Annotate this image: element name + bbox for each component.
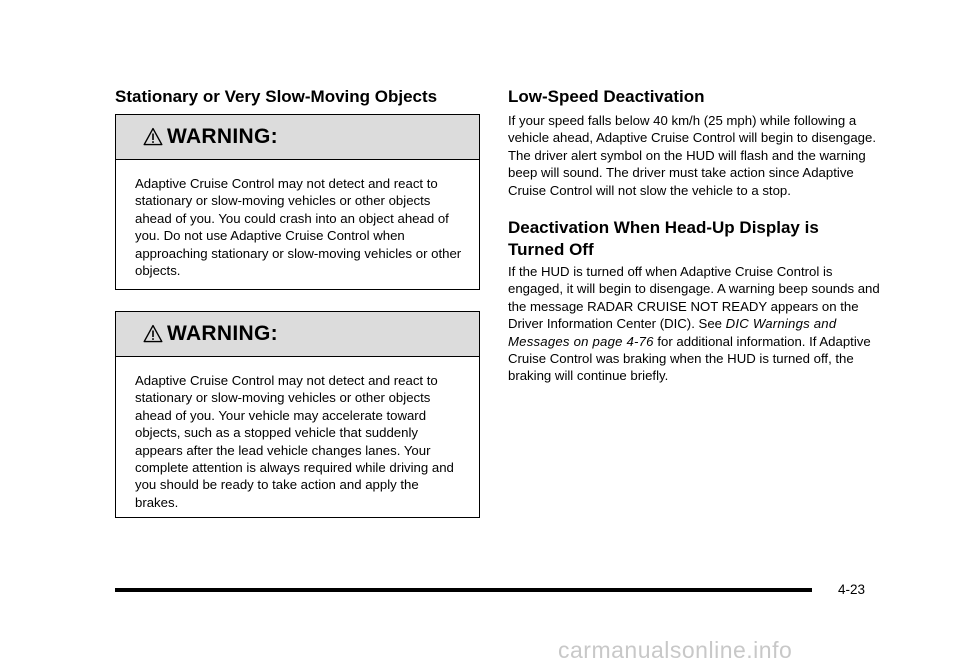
hud-paragraph bbox=[508, 263, 880, 385]
warning-box-1 bbox=[115, 114, 480, 290]
warning-title: WARNING: bbox=[167, 125, 278, 148]
section-heading-stationary-objects: Stationary or Very Slow-Moving Objects bbox=[115, 87, 438, 106]
footer-rule bbox=[115, 588, 812, 592]
section-heading-low-speed-deactivation: Low-Speed Deactivation bbox=[508, 87, 705, 106]
hud-text-before: If the HUD is turned off when Adaptive Cruise Control is engaged, it will begin to disengage. A warning beep sounds and the message RADAR CRUISE NOT READY appears on the Driver Information Center (DIC). See bbox=[508, 264, 880, 332]
subheading-line-2: Turned Off bbox=[508, 240, 594, 259]
page-number: 4-23 bbox=[838, 582, 866, 597]
low-speed-paragraph: If your speed falls below 40 km/h (25 mph) while following a vehicle ahead, Adaptive Cruise Control will begin to disengage. The driver alert symbol on the HUD will flash and the warning beep will sound. The driver must take action since Adaptive Cruise Control will not slow the vehicle to a stop. bbox=[508, 113, 877, 198]
warning-text: Adaptive Cruise Control may not detect and react to stationary or slow-moving vehicles or other objects ahead of you. Your vehicle may accelerate toward objects, such as a stopped vehicle that suddenly appears after the lead vehicle changes lanes. Your complete attention is always required while driving and you should be ready to take action and apply the brakes. bbox=[135, 373, 454, 510]
warning-box-2 bbox=[115, 311, 480, 518]
warning-header bbox=[116, 115, 479, 160]
subheading-hud-deactivation bbox=[508, 217, 819, 261]
warning-triangle-icon bbox=[143, 324, 163, 344]
warning-triangle-icon bbox=[143, 127, 163, 147]
cross-reference-link[interactable]: DIC Warnings and Messages on page 4-76 bbox=[508, 316, 837, 349]
hud-text-after: for additional information. If Adaptive Cruise Control was braking when the HUD is turned off, the braking will continue briefly. bbox=[508, 333, 871, 384]
watermark: carmanualsonline.info bbox=[558, 637, 793, 663]
warning-header bbox=[116, 312, 479, 357]
subheading-line-1: Deactivation When Head-Up Display is bbox=[508, 218, 819, 237]
warning-text: Adaptive Cruise Control may not detect and react to stationary or slow-moving vehicles or other objects ahead of you. You could crash into an object ahead of you. Do not use Adaptive Cruise Control when approaching stationary or slow-moving vehicles or other objects. bbox=[135, 176, 462, 279]
warning-title: WARNING: bbox=[167, 322, 278, 345]
